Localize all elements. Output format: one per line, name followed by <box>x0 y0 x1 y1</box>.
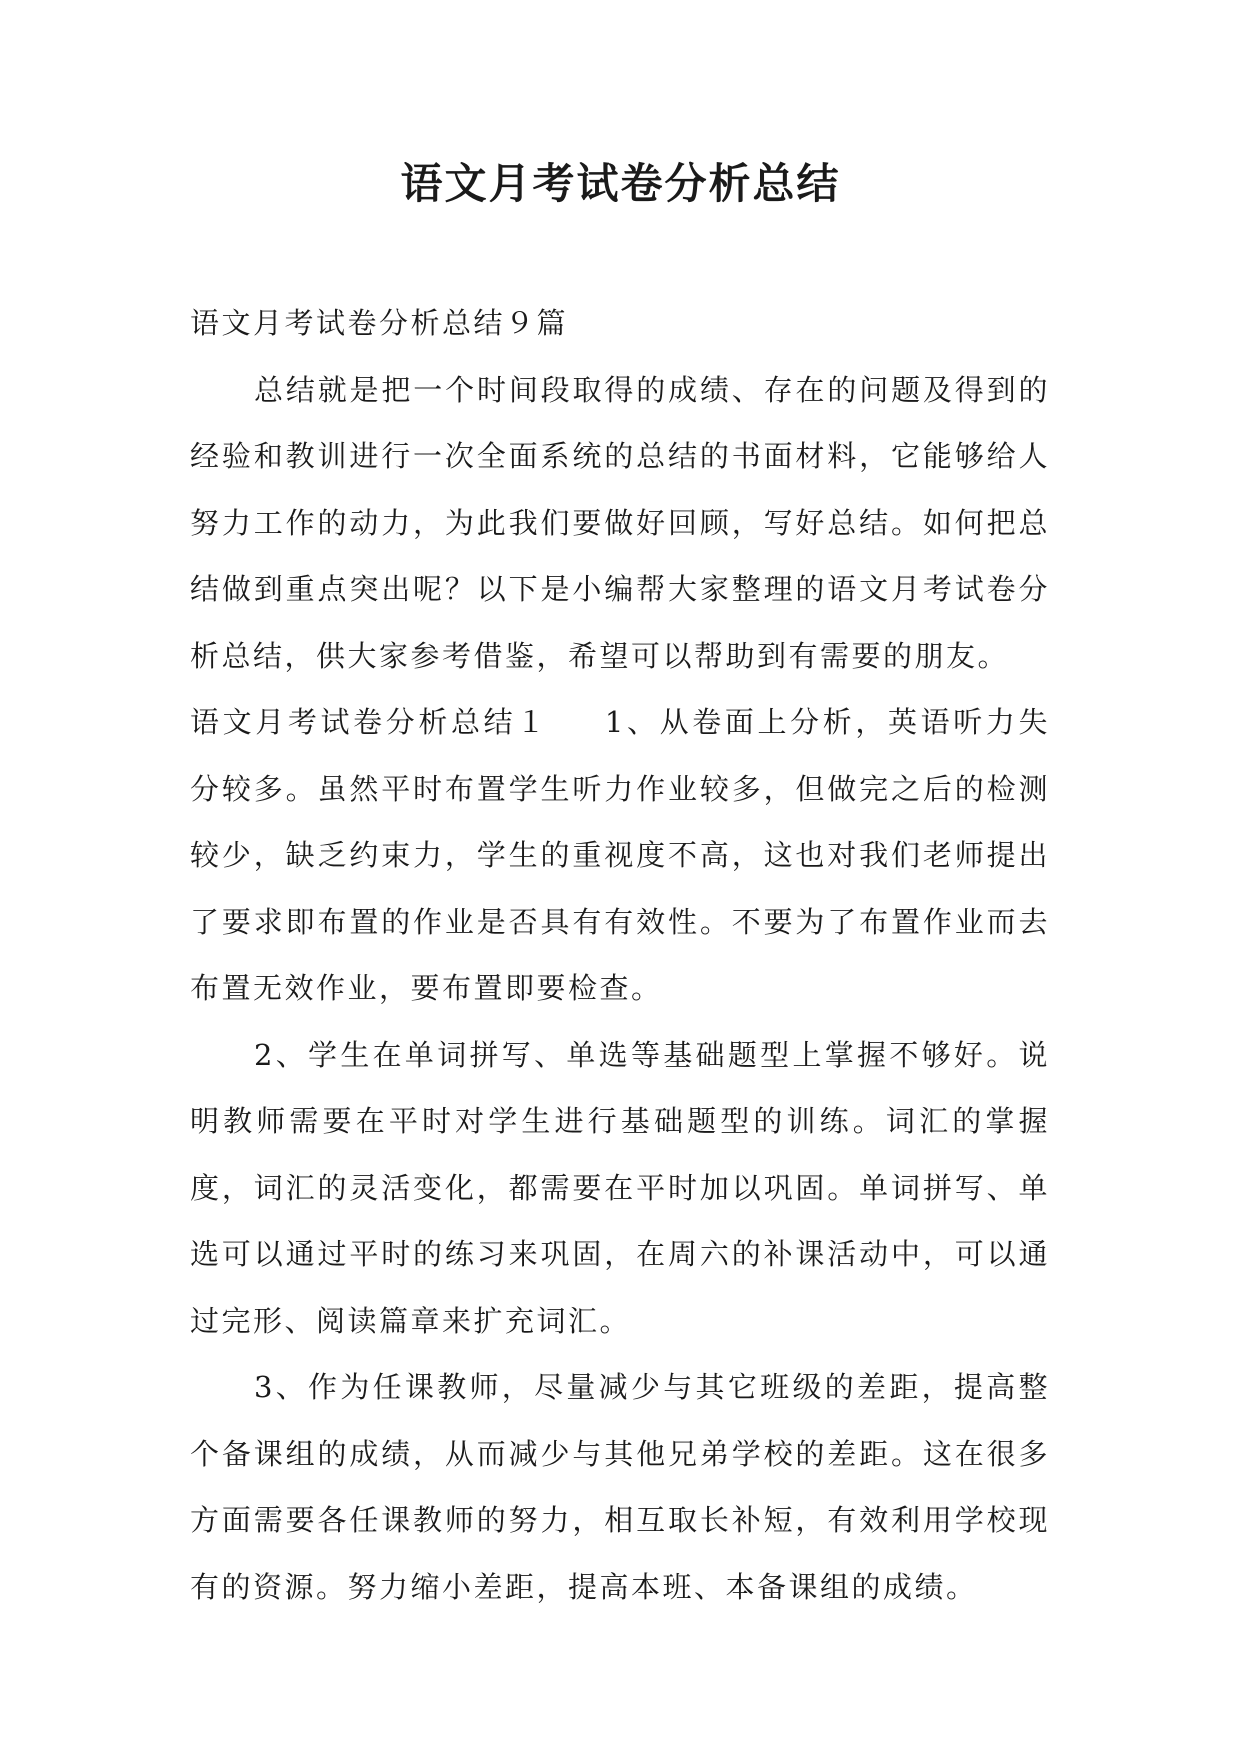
section-1-point-1: 1、从卷面上分析，英语听力失分较多。虽然平时布置学生听力作业较多，但做完之后的检测较少，缺乏约束力，学生的重视度不高，这也对我们老师提出了要求即布置的作业是否具有有效性。不要为了布置作业而去布置无效作业，要布置即要检查。 <box>190 705 1050 1005</box>
section-1-heading: 语文月考试卷分析总结１ <box>190 705 549 739</box>
section-1-first-paragraph <box>190 689 1050 1022</box>
section-1-point-2: 2、学生在单词拼写、单选等基础题型上掌握不够好。说明教师需要在平时对学生进行基础题型的训练。词汇的掌握度，词汇的灵活变化，都需要在平时加以巩固。单词拼写、单选可以通过平时的练习来巩固，在周六的补课活动中，可以通过完形、阅读篇章来扩充词汇。 <box>190 1037 1050 1338</box>
document-body <box>190 290 1050 1620</box>
document-subtitle: 语文月考试卷分析总结９篇 <box>190 306 569 340</box>
section-1-point-3: 3、作为任课教师，尽量减少与其它班级的差距，提高整个备课组的成绩，从而减少与其他兄弟学校的差距。这在很多方面需要各任课教师的努力，相互取长补短，有效利用学校现有的资源。努力缩小差距，提高本班、本备课组的成绩。 <box>190 1370 1050 1604</box>
intro-paragraph: 总结就是把一个时间段取得的成绩、存在的问题及得到的经验和教训进行一次全面系统的总结的书面材料，它能够给人努力工作的动力，为此我们要做好回顾，写好总结。如何把总结做到重点突出呢？以下是小编帮大家整理的语文月考试卷分析总结，供大家参考借鉴，希望可以帮助到有需要的朋友。 <box>190 372 1050 673</box>
document-title: 语文月考试卷分析总结 <box>400 159 841 208</box>
